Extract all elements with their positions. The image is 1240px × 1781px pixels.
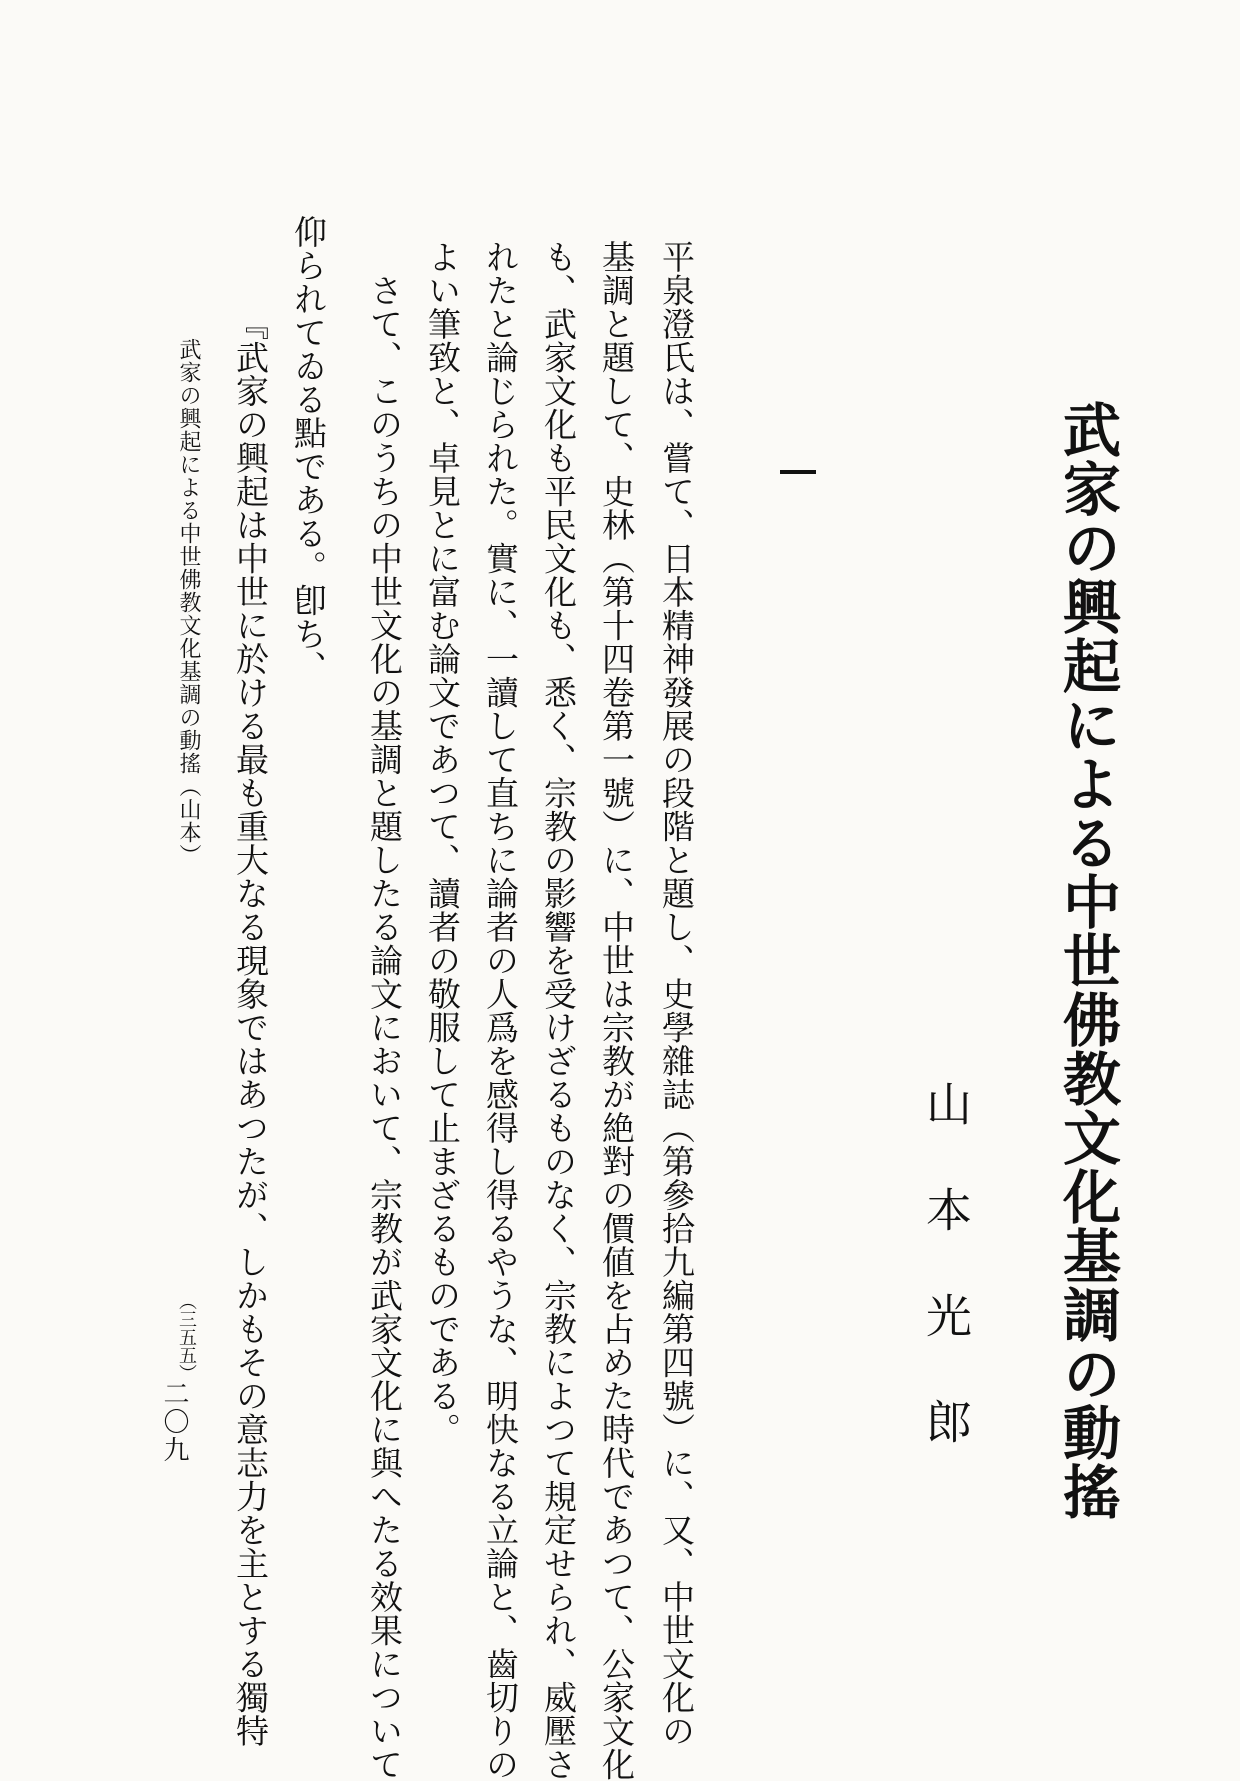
article-title: 武家の興起による中世佛教文化基調の動搖 xyxy=(1053,400,1121,1521)
body-column-1: 平泉澄氏は、嘗て、日本精神發展の段階と題し、史學雜誌（第參拾九編第四號）に、又、中世文化の xyxy=(657,240,696,1748)
page-mark: （三五五） xyxy=(176,1292,197,1382)
body-column-8: 『武家の興起は中世に於ける最も重大なる現象ではあつたが、しかもその意志力を主とする獨特 xyxy=(231,290,270,1748)
body-column-2: 基調と題して、史林（第十四卷第一號）に、中世は宗教が絶對の價値を占めた時代であつて、公家文化 xyxy=(597,240,636,1781)
section-mark xyxy=(780,470,816,474)
page-number: 二〇九 xyxy=(159,1380,189,1464)
body-column-6: さて、このうちの中世文化の基調と題したる論文において、宗教が武家文化に與へたる效果について xyxy=(365,240,404,1781)
body-column-4: れたと論じられた。實に、一讀して直ちに論者の人爲を感得し得るやうな、明快なる立論と、齒切りの xyxy=(481,240,520,1781)
body-column-3: も、武家文化も平民文化も、悉く、宗教の影響を受けざるものなく、宗教によつて規定せられ、威壓さ xyxy=(539,240,578,1781)
body-column-5: よい筆致と、卓見とに富む論文であつて、讀者の敬服して止まざるものである。 xyxy=(423,240,462,1446)
body-column-7: 仰られてゐる點である。卽ち、 xyxy=(289,215,328,684)
author-name: 山本光郎 xyxy=(919,1080,973,1504)
running-title: 武家の興起による中世佛教文化基調の動搖（山本） xyxy=(176,338,201,867)
